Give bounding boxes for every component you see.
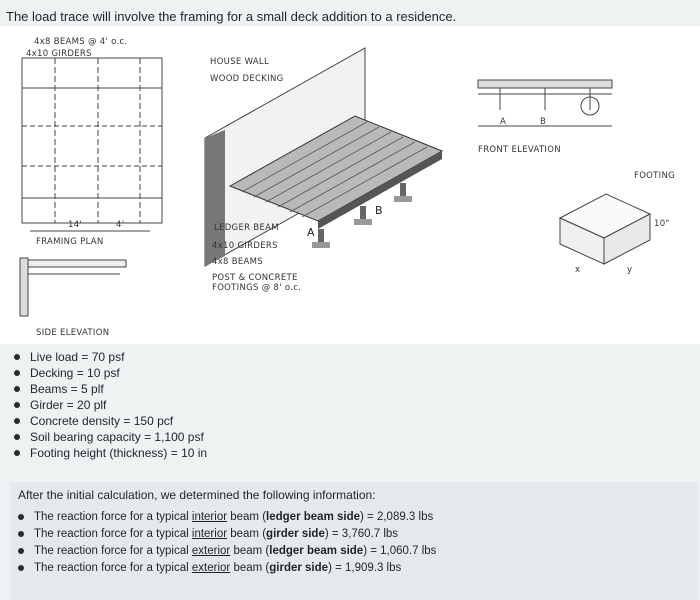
framing-plan-label: FRAMING PLAN bbox=[36, 237, 104, 247]
label-a: A bbox=[307, 226, 315, 239]
problem-title: The load trace will involve the framing for a small deck addition to a residence. bbox=[6, 9, 457, 24]
beams-spacing-note: 4x8 BEAMS @ 4' o.c. bbox=[34, 37, 128, 47]
load-list bbox=[10, 349, 207, 461]
results-list bbox=[14, 509, 436, 577]
list-item: Beams = 5 plf bbox=[10, 381, 207, 397]
results-panel bbox=[10, 482, 698, 600]
post-footings-line2: FOOTINGS @ 8' o.c. bbox=[212, 283, 302, 293]
list-item: The reaction force for a typical exterior beam (ledger beam side) = 1,060.7 lbs bbox=[14, 543, 436, 560]
list-item: Decking = 10 psf bbox=[10, 365, 207, 381]
list-item: Soil bearing capacity = 1,100 psf bbox=[10, 429, 207, 445]
list-item: Girder = 20 plf bbox=[10, 397, 207, 413]
list-item: The reaction force for a typical exterior beam (girder side) = 1,909.3 lbs bbox=[14, 560, 436, 577]
front-label-b: B bbox=[540, 117, 547, 127]
side-elevation-label: SIDE ELEVATION bbox=[36, 328, 110, 338]
plan-dim-right: 4' bbox=[116, 220, 125, 230]
house-wall-label: HOUSE WALL bbox=[210, 57, 269, 67]
results-heading: After the initial calculation, we determined the following information: bbox=[18, 488, 376, 502]
deck-framing-sketch bbox=[0, 26, 700, 344]
footing-dim-height: 10" bbox=[654, 219, 670, 229]
list-item: Footing height (thickness) = 10 in bbox=[10, 445, 207, 461]
plan-dim-left: 14' bbox=[68, 220, 83, 230]
list-item: Live load = 70 psf bbox=[10, 349, 207, 365]
beams-callout: 4x8 BEAMS bbox=[212, 257, 263, 267]
label-b: B bbox=[375, 204, 383, 217]
post-footings-line1: POST & CONCRETE bbox=[212, 273, 298, 283]
front-label-a: A bbox=[500, 117, 507, 127]
wood-decking-label: WOOD DECKING bbox=[210, 74, 284, 84]
front-elevation-label: FRONT ELEVATION bbox=[478, 145, 561, 155]
footing-dim-y: y bbox=[627, 265, 633, 275]
footing-dim-x: x bbox=[575, 265, 581, 275]
girders-note: 4x10 GIRDERS bbox=[26, 49, 92, 59]
ledger-beam-label: LEDGER BEAM bbox=[214, 223, 279, 233]
list-item: Concrete density = 150 pcf bbox=[10, 413, 207, 429]
list-item: The reaction force for a typical interior beam (girder side) = 3,760.7 lbs bbox=[14, 526, 436, 543]
footing-label: FOOTING bbox=[634, 171, 676, 181]
list-item: The reaction force for a typical interior beam (ledger beam side) = 2,089.3 lbs bbox=[14, 509, 436, 526]
girders-callout: 4x10 GIRDERS bbox=[212, 241, 278, 251]
